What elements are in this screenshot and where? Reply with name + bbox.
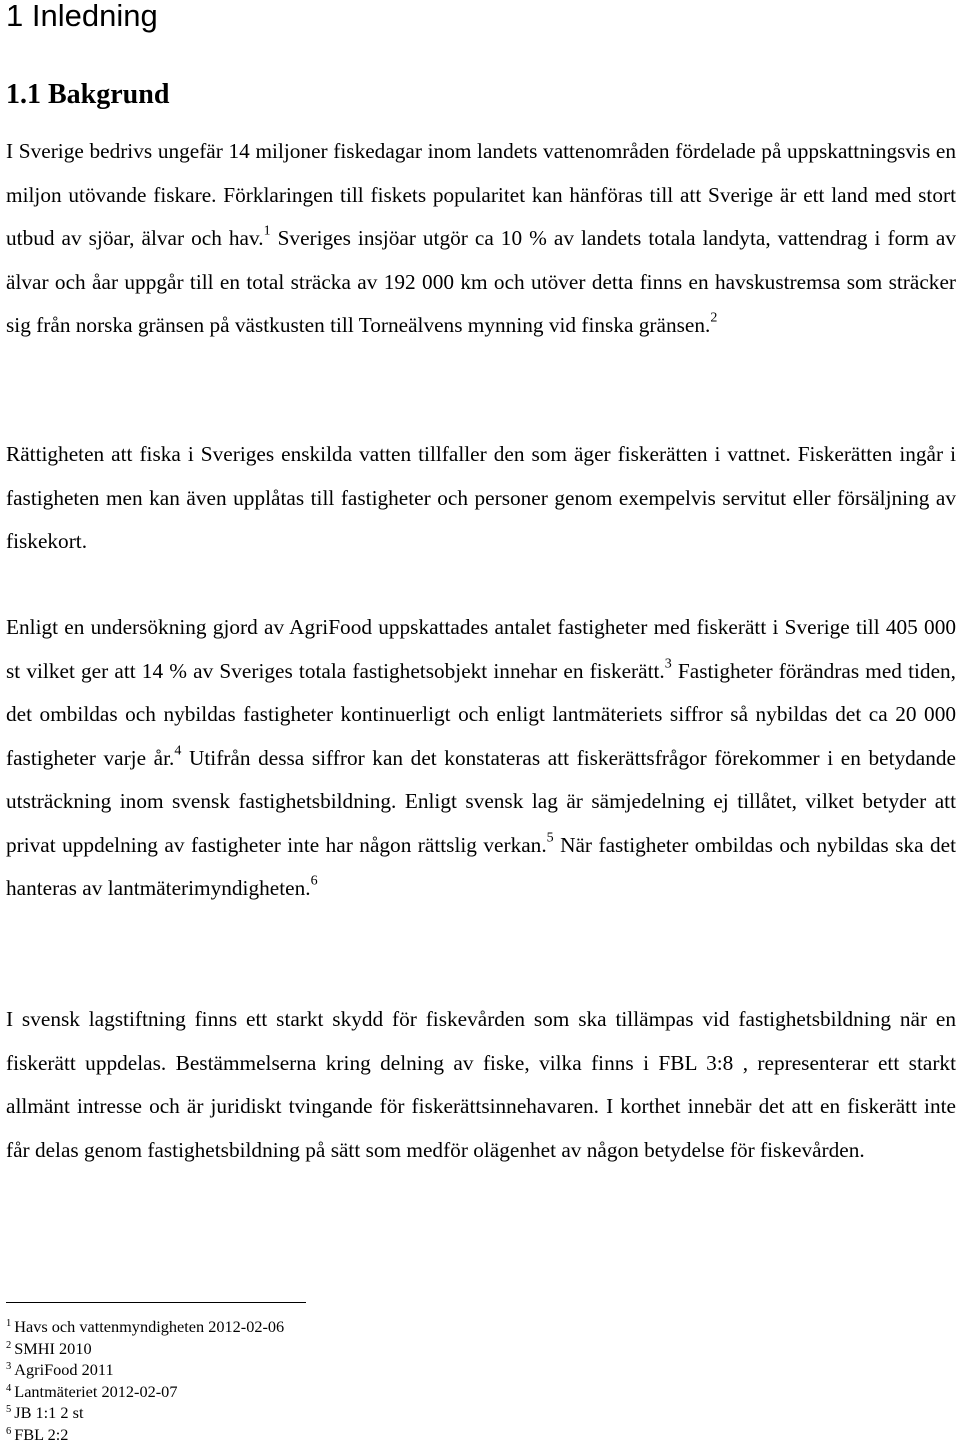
- footnote-text: FBL 2:2: [14, 1425, 68, 1444]
- section-heading: 1.1 Bakgrund: [6, 77, 169, 113]
- paragraph-text: I Sverige bedrivs ungefär 14 miljoner fiskedagar inom landets vattenområden fördelade på uppskattningsvis en miljon utövande fiskare. Förklaringen till fiskets popularitet kan hänföras till att Sverige är ett land med stort utbud av sjöar, älvar och hav.: [6, 139, 956, 250]
- footnote-item: [6, 1402, 284, 1424]
- footnote-text: SMHI 2010: [14, 1339, 91, 1358]
- paragraph-text: Fastigheter förändras med tiden, det ombildas och nybildas fastigheter kontinuerligt och enligt lantmäteriets siffror så nybildas det ca 20 000 fastigheter varje år.: [6, 659, 956, 770]
- footnote-number: 1: [6, 1318, 11, 1329]
- paragraph-background-3: [6, 606, 956, 911]
- footnote-list: [6, 1316, 284, 1445]
- footnote-ref[interactable]: 2: [710, 311, 717, 326]
- chapter-heading: 1 Inledning: [6, 0, 158, 36]
- paragraph-text: Utifrån dessa siffror kan det konstateras att fiskerättsfrågor förekommer i en betydande utsträckning inom svensk fastighetsbildning. Enligt svensk lag är sämjedelning ej tillåtet, vilket betyder att privat uppdelning av fastigheter inte har någon rättslig verkan.: [6, 746, 956, 857]
- footnote-number: 6: [6, 1426, 11, 1437]
- footnote-text: Lantmäteriet 2012-02-07: [14, 1382, 177, 1401]
- footnote-number: 4: [6, 1383, 11, 1394]
- paragraph-background-2: [6, 433, 956, 564]
- footnote-text: AgriFood 2011: [14, 1360, 113, 1379]
- paragraph-text: Rättigheten att fiska i Sveriges enskilda vatten tillfaller den som äger fiskerätten i vattnet. Fiskerätten ingår i fastigheten men kan även upplåtas till fastigheter och personer genom exempelvis servitut eller försäljning av fiskekort.: [6, 442, 956, 553]
- paragraph-text: Enligt en undersökning gjord av AgriFood uppskattades antalet fastigheter med fiskerätt i Sverige till 405 000 st vilket ger att 14 % av Sveriges totala fastighetsobjekt innehar en fiskerätt.: [6, 615, 956, 683]
- paragraph-background-4: [6, 998, 956, 1172]
- footnote-item: [6, 1338, 284, 1360]
- footnote-ref[interactable]: 1: [264, 224, 271, 239]
- footnote-item: [6, 1316, 284, 1338]
- footnote-ref[interactable]: 6: [311, 874, 318, 889]
- paragraph-background-1: [6, 130, 956, 348]
- footnote-text: JB 1:1 2 st: [14, 1403, 83, 1422]
- paragraph-text: När fastigheter ombildas och nybildas ska det hanteras av lantmäterimyndigheten.: [6, 833, 956, 901]
- footnote-text: Havs och vattenmyndigheten 2012-02-06: [14, 1317, 284, 1336]
- paragraph-text: I svensk lagstiftning finns ett starkt skydd för fiskevården som ska tillämpas vid fastighetsbildning när en fiskerätt uppdelas. Bestämmelserna kring delning av fiske, vilka finns i FBL 3:8 , representerar ett starkt allmänt intresse och är juridiskt tvingande för fiskerättsinnehavaren. I korthet innebär det att en fiskerätt inte får delas genom fastighetsbildning på sätt som medför olägenhet av någon betydelse för fiskevården.: [6, 1007, 956, 1162]
- footnote-item: [6, 1359, 284, 1381]
- footnote-number: 2: [6, 1340, 11, 1351]
- footnote-item: [6, 1424, 284, 1445]
- footnote-divider: [6, 1302, 306, 1303]
- paragraph-text: Sveriges insjöar utgör ca 10 % av landets totala landyta, vattendrag i form av älvar och åar uppgår till en total sträcka av 192 000 km och utöver detta finns en havskustremsa som sträcker sig från norska gränsen på västkusten till Torneälvens mynning vid finska gränsen.: [6, 226, 956, 337]
- footnote-ref[interactable]: 5: [547, 830, 554, 845]
- footnote-number: 5: [6, 1404, 11, 1415]
- footnote-item: [6, 1381, 284, 1403]
- footnote-ref[interactable]: 4: [174, 743, 181, 758]
- footnote-number: 3: [6, 1361, 11, 1372]
- footnote-ref[interactable]: 3: [665, 656, 672, 671]
